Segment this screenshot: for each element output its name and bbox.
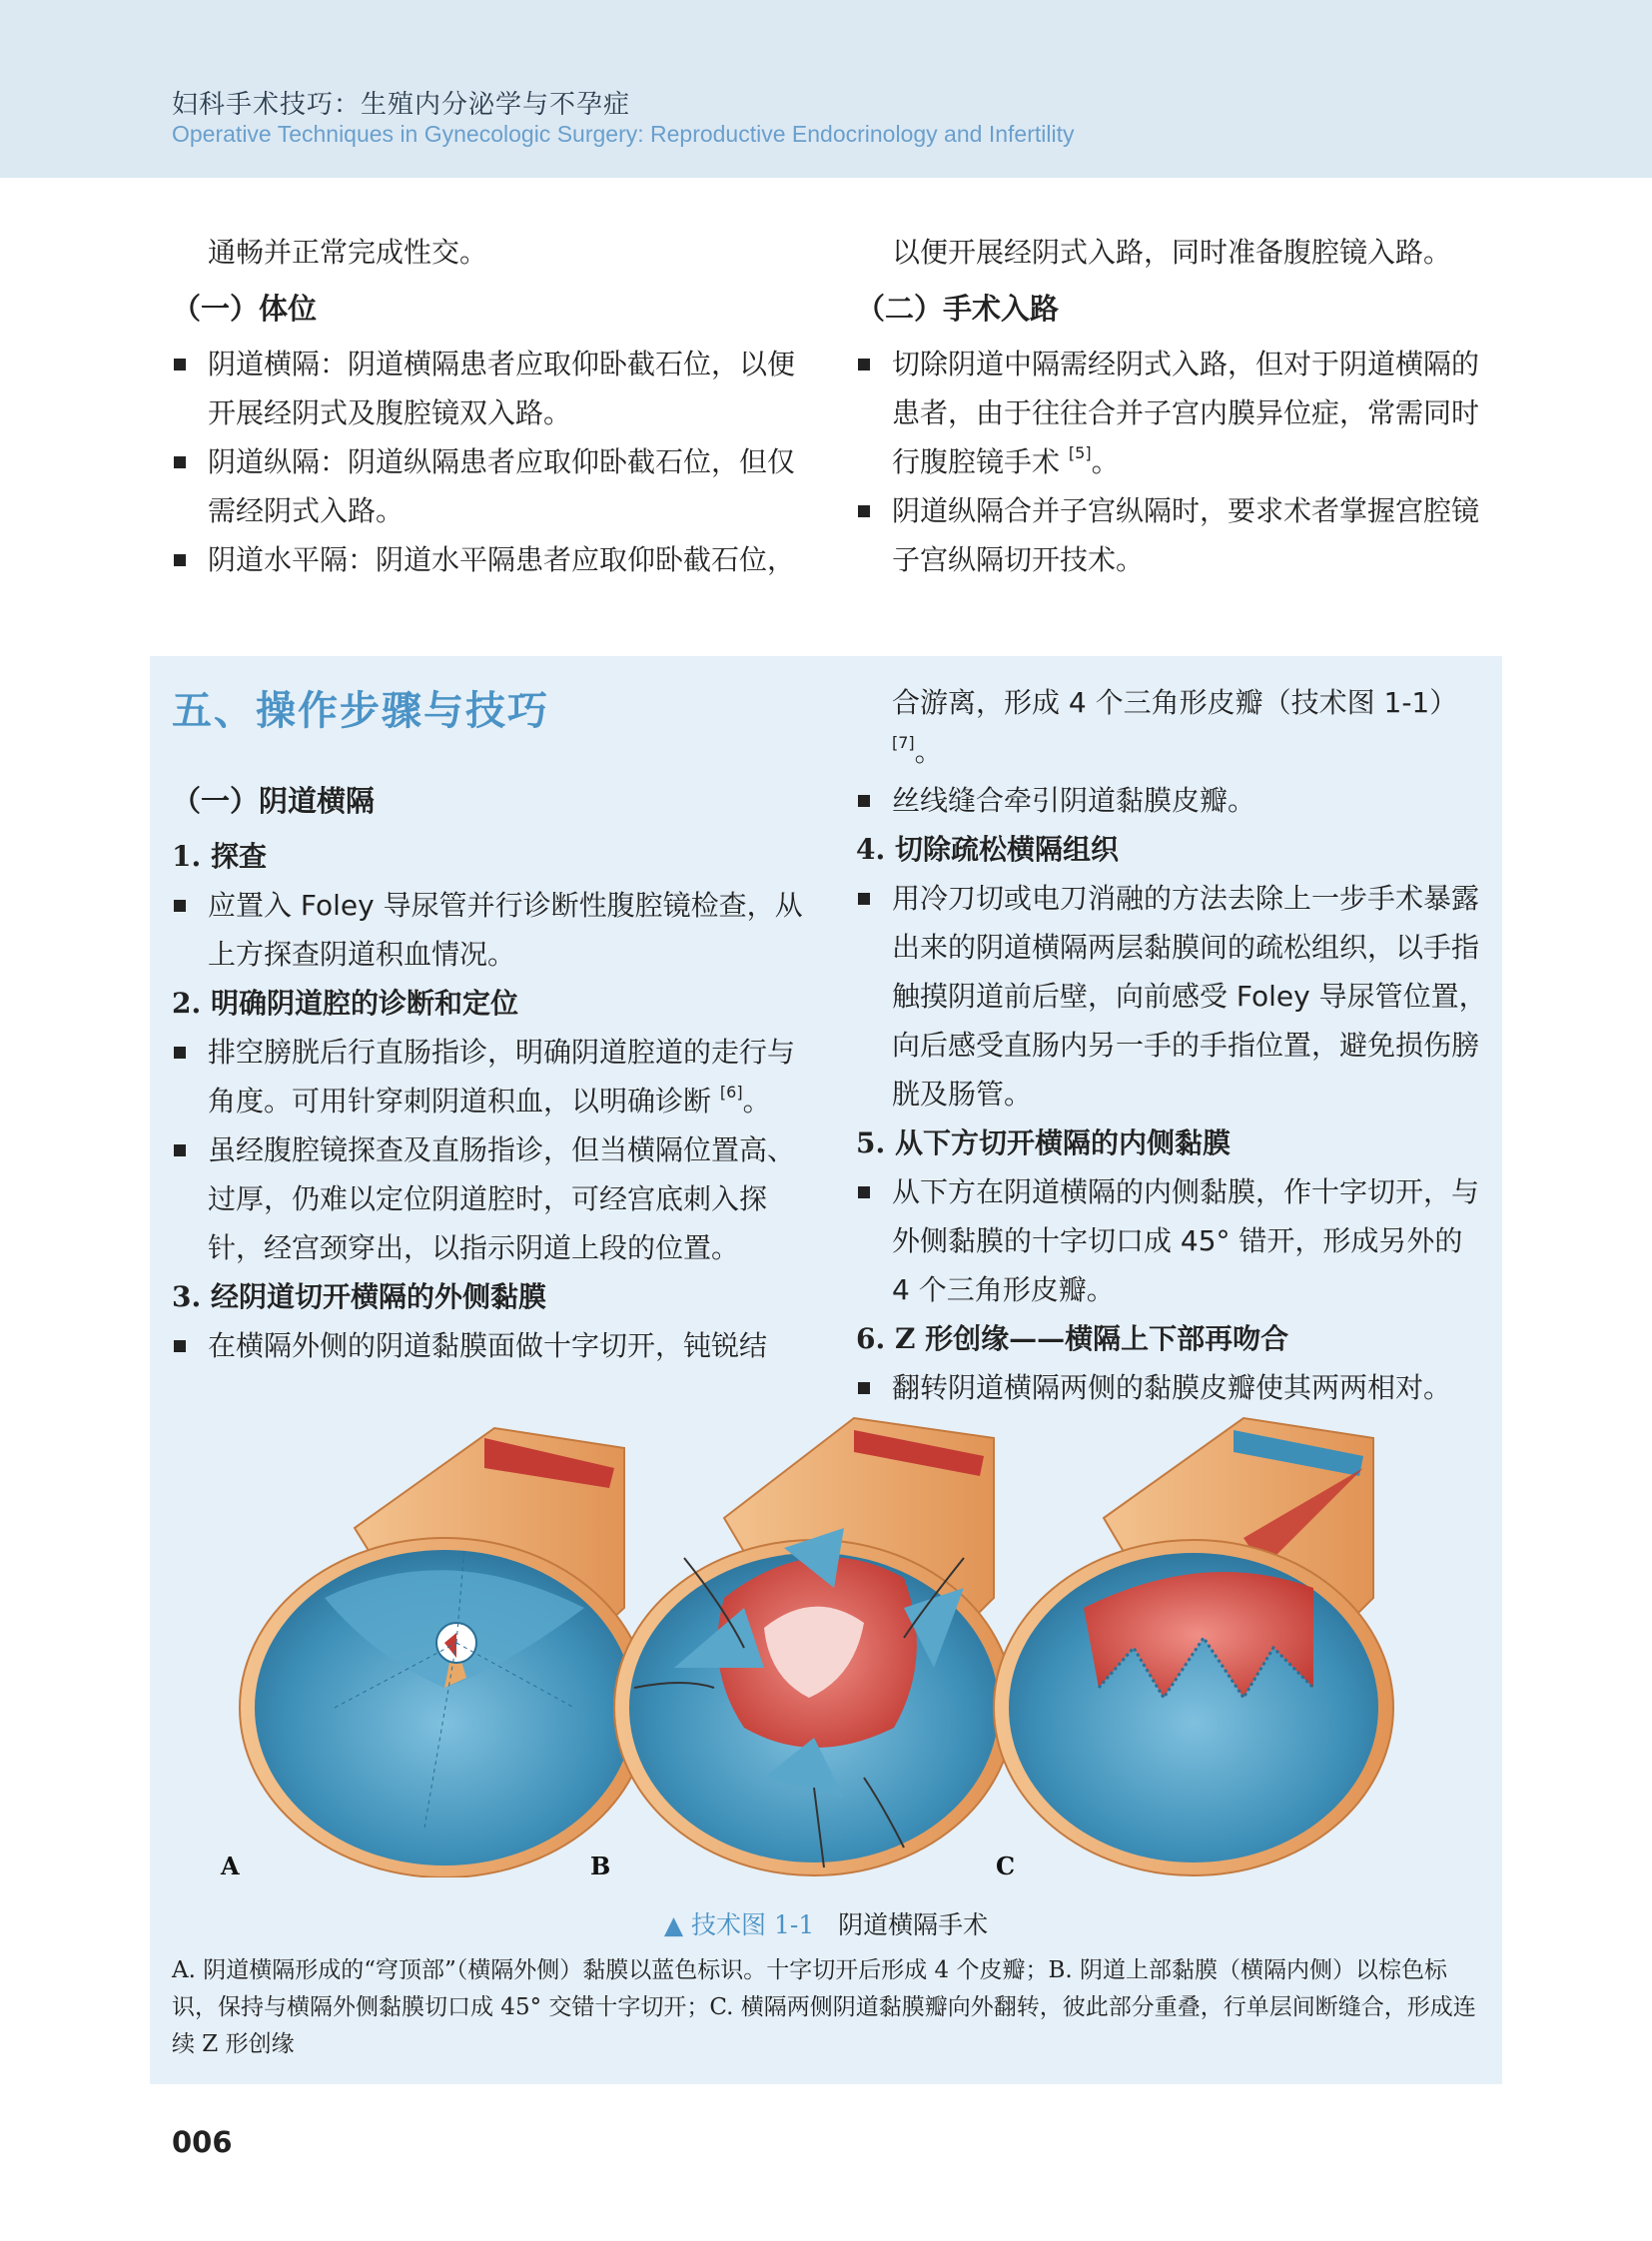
figure-label-b: B: [590, 1852, 611, 1880]
bullet-item: 阴道纵隔：阴道纵隔患者应取仰卧截石位，但仅需经阴式入路。: [172, 437, 803, 535]
figure-title: 阴道横隔手术: [838, 1910, 989, 1939]
top-right-column: [856, 228, 1487, 584]
book-title-zh: 妇科手术技巧：生殖内分泌学与不孕症: [172, 90, 631, 120]
bullet-item: 阴道纵隔合并子宫纵隔时，要求术者掌握宫腔镜子宫纵隔切开技术。: [856, 486, 1487, 584]
top-left-column: [172, 228, 803, 584]
subheading-transverse-septum: （一）阴道横隔: [172, 784, 376, 818]
citation: [6]: [719, 1083, 743, 1102]
bullet-item: 阴道水平隔：阴道水平隔患者应取仰卧截石位，: [172, 535, 803, 584]
continued-text: 合游离，形成 4 个三角形皮瓣（技术图 1-1）[7]。: [892, 686, 1458, 768]
figure-label-c: C: [996, 1852, 1016, 1880]
bullet-item: 应置入 Foley 导尿管并行诊断性腹腔镜检查，从上方探查阴道积血情况。: [172, 881, 803, 979]
bullet-item: 翻转阴道横隔两侧的黏膜皮瓣使其两两相对。: [856, 1363, 1487, 1412]
triangle-icon: ▲: [663, 1910, 684, 1939]
illustration-svg: [205, 1408, 1463, 1877]
section-right-column: [856, 678, 1487, 1412]
step-heading: 3. 经阴道切开横隔的外侧黏膜: [172, 1280, 546, 1313]
bullet-item: 从下方在阴道横隔的内侧黏膜，作十字切开，与外侧黏膜的十字切口成 45° 错开，形成另外的 4 个三角形皮瓣。: [856, 1167, 1487, 1314]
figure-caption-body: A. 阴道横隔形成的“穹顶部”（横隔外侧）黏膜以蓝色标识。十字切开后形成 4 个皮瓣；B. 阴道上部黏膜（横隔内侧）以棕色标识，保持与横隔外侧黏膜切口成 45° 交错十字切开；C. 横隔两侧阴道黏膜瓣向外翻转，彼此部分重叠，行单层间断缝合，形成连续 Z 形创缘: [172, 1957, 1476, 2057]
section-title: 五、操作步骤与技巧: [172, 687, 549, 734]
bullet-item: 排空膀胱后行直肠指诊，明确阴道腔道的走行与角度。可用针穿刺阴道积血，以明确诊断 [6]。: [172, 1028, 803, 1125]
surgical-illustration: [205, 1408, 1463, 1880]
citation: [5]: [1068, 443, 1092, 462]
continued-text: 通畅并正常完成性交。: [208, 236, 488, 269]
step-heading: 5. 从下方切开横隔的内侧黏膜: [856, 1126, 1231, 1159]
section-left-column: [172, 769, 803, 1370]
figure-caption-title: [0, 1905, 1652, 1941]
step-heading: 6. Z 形创缘——横隔上下部再吻合: [856, 1322, 1289, 1355]
bullet-item: 阴道横隔：阴道横隔患者应取仰卧截石位，以便开展经阴式及腹腔镜双入路。: [172, 340, 803, 437]
figure-label-a: A: [221, 1852, 240, 1880]
diagram-a: [240, 1428, 649, 1877]
page-number: 006: [172, 2125, 233, 2159]
bullet-item: 用冷刀切或电刀消融的方法去除上一步手术暴露出来的阴道横隔两层黏膜间的疏松组织，以手指触摸阴道前后壁，向前感受 Foley 导尿管位置，向后感受直肠内另一手的手指位置，避免损伤膀胱及肠管。: [856, 874, 1487, 1119]
bullet-item: 虽经腹腔镜探查及直肠指诊，但当横隔位置高、过厚，仍难以定位阴道腔时，可经宫底刺入探针，经宫颈穿出，以指示阴道上段的位置。: [172, 1125, 803, 1272]
step-heading: 1. 探查: [172, 840, 267, 873]
continued-text: 以便开展经阴式入路，同时准备腹腔镜入路。: [892, 236, 1452, 269]
bullet-item: 丝线缝合牵引阴道黏膜皮瓣。: [856, 776, 1487, 825]
bullet-item: 在横隔外侧的阴道黏膜面做十字切开，钝锐结: [172, 1321, 803, 1370]
step-heading: 4. 切除疏松横隔组织: [856, 833, 1119, 866]
subheading-position: （一）体位: [172, 292, 318, 326]
subheading-approach: （二）手术入路: [856, 292, 1060, 326]
figure-number: 技术图 1-1: [691, 1910, 815, 1939]
book-title-en: Operative Techniques in Gynecologic Surgery: Reproductive Endocrinology and Infertility: [172, 121, 1075, 147]
diagram-b: [614, 1418, 1014, 1875]
bullet-item: 切除阴道中隔需经阴式入路，但对于阴道横隔的患者，由于往往合并子宫内膜异位症，常需同时行腹腔镜手术 [5]。: [856, 340, 1487, 486]
running-header: [0, 0, 1652, 178]
diagram-c: [994, 1418, 1393, 1875]
citation: [7]: [892, 733, 915, 752]
step-heading: 2. 明确阴道腔的诊断和定位: [172, 987, 518, 1020]
